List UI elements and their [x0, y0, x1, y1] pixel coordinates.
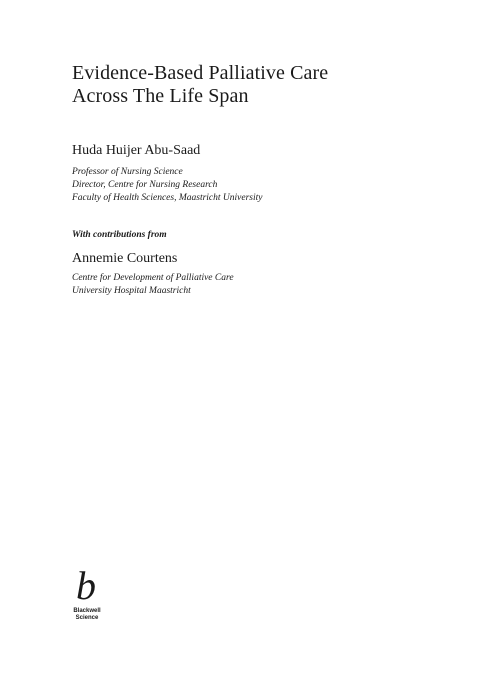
contributions-label: With contributions from [72, 230, 167, 240]
author-affiliation-line: Professor of Nursing Science [72, 167, 183, 177]
author-affiliation-line: Director, Centre for Nursing Research [72, 180, 218, 190]
author-affiliation [72, 166, 262, 205]
publisher-logo [64, 563, 110, 628]
publisher-logo-line-1: Blackwell [73, 608, 101, 614]
book-title-line-1: Evidence-Based Palliative Care [72, 62, 329, 84]
contributor-name: Annemie Courtens [72, 251, 178, 266]
contributor-affiliation-line: University Hospital Maastricht [72, 286, 191, 296]
author-affiliation-line: Faculty of Health Sciences, Maastricht University [72, 193, 263, 203]
contributor-affiliation-line: Centre for Development of Palliative Care [72, 273, 234, 283]
publisher-logo-glyph: b [76, 563, 96, 608]
book-title-line-2: Across The Life Span [72, 85, 249, 107]
book-title [72, 62, 328, 108]
publisher-logo-line-2: Science [75, 615, 99, 621]
contributor-affiliation [72, 272, 234, 298]
publisher-logo-text [64, 608, 110, 622]
author-name: Huda Huijer Abu-Saad [72, 143, 201, 158]
